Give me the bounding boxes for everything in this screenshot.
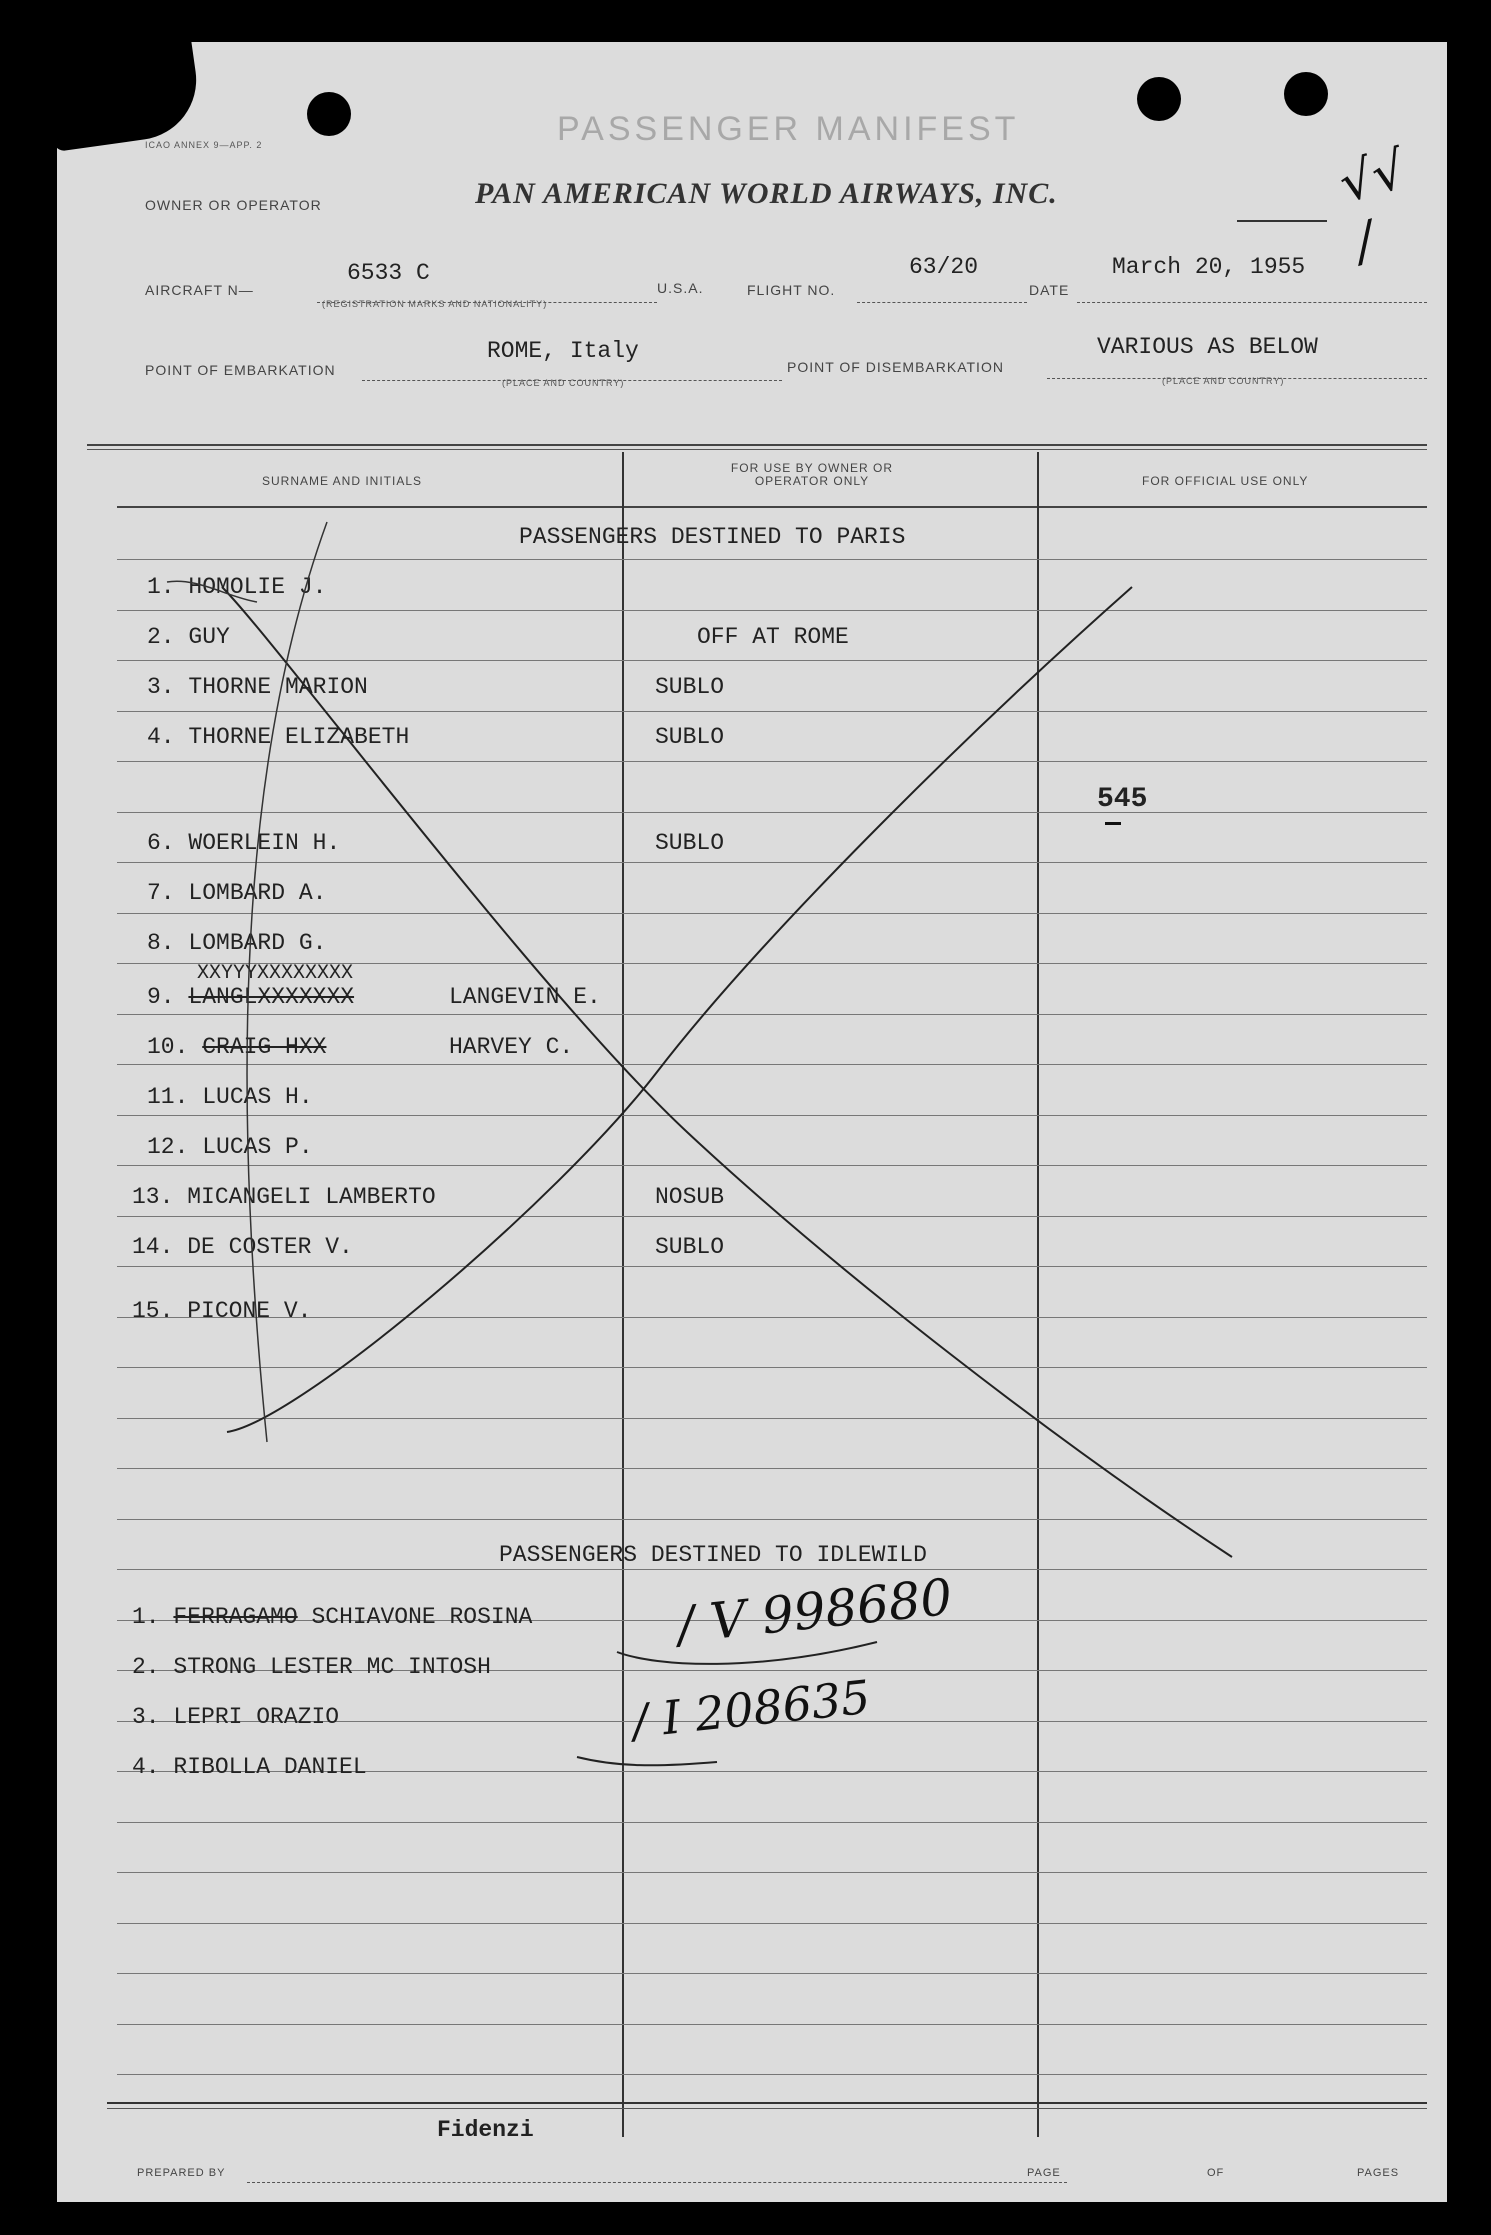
of-label: OF: [1207, 2167, 1225, 2179]
prepared-by-label: PREPARED BY: [137, 2167, 226, 2179]
handwritten-ticket-2: / I 208635: [629, 1669, 873, 1749]
list-item: 9. LANGLXXXXXXX: [147, 984, 355, 1010]
list-item: 3. LEPRI ORAZIO: [132, 1704, 340, 1730]
pages-label: PAGES: [1357, 2167, 1400, 2179]
list-item: 6. WOERLEIN H.: [147, 830, 341, 856]
bracket-stroke: [577, 1757, 717, 1765]
registration-caption: (REGISTRATION MARKS AND NATIONALITY): [322, 299, 548, 309]
preparer-name: Fidenzi: [437, 2117, 534, 2143]
list-item: 4. RIBOLLA DANIEL: [132, 1754, 367, 1780]
embarkation-value: ROME, Italy: [487, 338, 639, 364]
flight-date: March 20, 1955: [1112, 254, 1306, 280]
place-caption: (PLACE AND COUNTRY): [502, 378, 625, 388]
form-reference: ICAO ANNEX 9—APP. 2: [145, 140, 263, 150]
list-item: 15. PICONE V.: [132, 1298, 312, 1324]
column-header-surname: SURNAME AND INITIALS: [262, 474, 423, 488]
list-item: 12. LUCAS P.: [147, 1134, 313, 1160]
disembarkation-value: VARIOUS AS BELOW: [1097, 334, 1318, 360]
passenger-name: LANGEVIN E.: [449, 984, 601, 1010]
column-header-owner: FOR USE BY OWNER OR OPERATOR ONLY: [730, 461, 894, 488]
remark: OFF AT ROME: [697, 624, 849, 650]
date-label: DATE: [1029, 282, 1070, 298]
overtype-mark: XXYYYXXXXXXXX: [197, 962, 354, 985]
list-item: 7. LOMBARD A.: [147, 880, 327, 906]
remark: SUBLO: [655, 1234, 725, 1260]
handwritten-ticket-1: / V 998680: [674, 1567, 955, 1655]
remark: NOSUB: [655, 1184, 725, 1210]
tick-mark: [167, 581, 257, 602]
list-item: 4. THORNE ELIZABETH: [147, 724, 410, 750]
list-item: 8. LOMBARD G.: [147, 930, 327, 956]
list-item: 14. DE COSTER V.: [132, 1234, 353, 1260]
cross-stroke-1: [222, 587, 1232, 1557]
official-stamp-number: 545: [1097, 784, 1148, 815]
remark: SUBLO: [655, 830, 725, 856]
disembarkation-label: POINT OF DISEMBARKATION: [787, 359, 1004, 375]
list-item: 1. FERRAGAMO SCHIAVONE ROSINA: [132, 1604, 533, 1630]
owner-label: OWNER OR OPERATOR: [145, 197, 322, 213]
pen-marks: [57, 42, 1447, 2202]
manifest-sheet: [57, 42, 1447, 2202]
bracket-stroke: [617, 1642, 877, 1664]
list-item: 13. MICANGELI LAMBERTO: [132, 1184, 436, 1210]
section-heading-idlewild: PASSENGERS DESTINED TO IDLEWILD: [499, 1542, 927, 1568]
handwritten-checks: √√ /: [1333, 139, 1413, 273]
aircraft-number: 6533 C: [347, 260, 430, 286]
flight-label: FLIGHT NO.: [747, 282, 836, 298]
list-item: 11. LUCAS H.: [147, 1084, 313, 1110]
list-item: 10. CRAIG HXX: [147, 1034, 327, 1060]
remark: SUBLO: [655, 674, 725, 700]
margin-stroke: [247, 522, 327, 1442]
usa-label: U.S.A.: [657, 280, 704, 296]
column-header-official: FOR OFFICIAL USE ONLY: [1142, 474, 1309, 488]
remark: SUBLO: [655, 724, 725, 750]
aircraft-label: AIRCRAFT N—: [145, 282, 254, 298]
passenger-name: HARVEY C.: [449, 1034, 574, 1060]
form-title: PASSENGER MANIFEST: [557, 110, 1020, 148]
flight-number: 63/20: [909, 254, 979, 280]
list-item: 1. HOMOLIE J.: [147, 574, 327, 600]
operator-name: PAN AMERICAN WORLD AIRWAYS, INC.: [475, 177, 1058, 210]
section-heading-paris: PASSENGERS DESTINED TO PARIS: [519, 524, 906, 550]
place-caption: (PLACE AND COUNTRY): [1162, 376, 1285, 386]
list-item: 2. STRONG LESTER MC INTOSH: [132, 1654, 491, 1680]
list-item: 2. GUY: [147, 624, 230, 650]
embarkation-label: POINT OF EMBARKATION: [145, 362, 336, 378]
page-label: PAGE: [1027, 2167, 1061, 2179]
list-item: 3. THORNE MARION: [147, 674, 368, 700]
cross-stroke-2: [227, 587, 1132, 1432]
